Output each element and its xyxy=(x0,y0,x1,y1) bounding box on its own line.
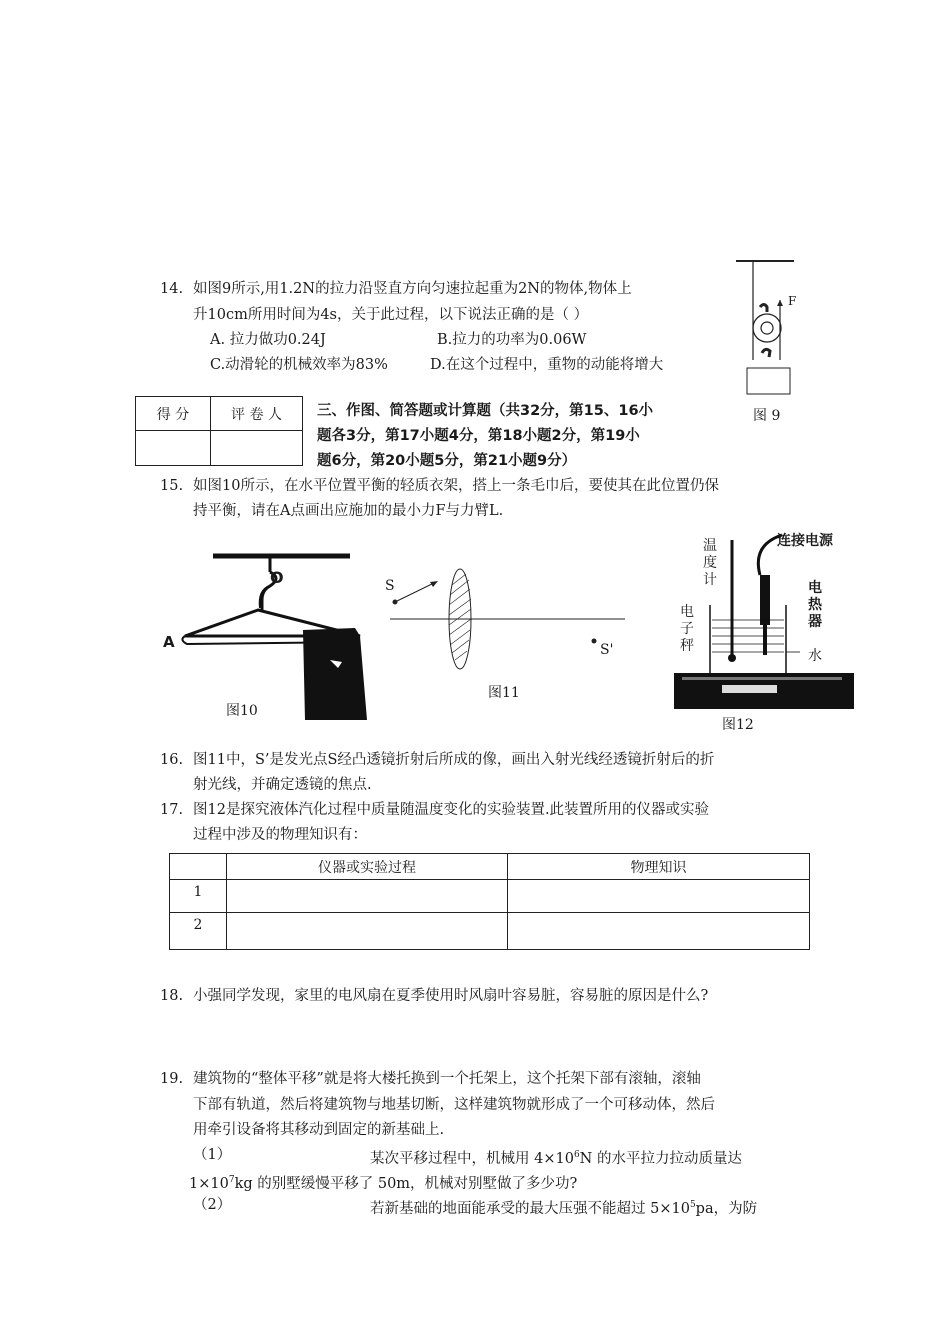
table-cell-answer[interactable] xyxy=(227,913,508,950)
q14-option-b: B.拉力的功率为0.06W xyxy=(437,332,587,348)
fig11-caption: 图11 xyxy=(488,685,520,701)
q19-line1: 建筑物的“整体平移”就是将大楼托换到一个托架上，这个托架下部有滚轴，滚轴 xyxy=(193,1071,701,1087)
q16-number: 16. xyxy=(160,752,184,768)
q14-line1: 如图9所示,用1.2N的拉力沿竖直方向匀速拉起重为2N的物体,物体上 xyxy=(193,281,632,297)
table-header-cell xyxy=(170,854,227,880)
q19-part1-line1: 某次平移过程中，机械用 $4\times 10^6N$ 的水平拉力拉动质量达 xyxy=(370,1150,742,1167)
fig12-label-water: 水 xyxy=(808,648,822,664)
table-cell-answer[interactable] xyxy=(508,913,810,950)
fig10-caption: 图10 xyxy=(226,703,258,719)
table-header-cell: 仪器或实验过程 xyxy=(227,854,508,880)
fig12-label-thermometer: 温度计 xyxy=(703,538,717,588)
q17-line2: 过程中涉及的物理知识有： xyxy=(193,827,367,843)
fig11-label-s-prime: S' xyxy=(600,642,614,658)
q15-line2: 持平衡，请在A点画出应施加的最小力F与力臂L. xyxy=(193,503,504,519)
section3-heading-line3: 题6分，第20小题5分，第21小题9分） xyxy=(317,453,577,469)
fig12-label-heater: 电热器 xyxy=(808,580,822,630)
fig11-label-s: S xyxy=(385,578,395,594)
q19-part2-line1: 若新基础的地面能承受的最大压强不能超过 $5\times 10^5pa$，为防 xyxy=(370,1200,758,1217)
table-cell-answer[interactable] xyxy=(508,880,810,913)
section3-heading-line1: 三、作图、简答题或计算题（共32分，第15、16小 xyxy=(317,403,654,419)
fig9-caption: 图 9 xyxy=(753,408,781,424)
q16-line2: 射光线，并确定透镜的焦点. xyxy=(193,777,372,793)
fig10-label-o: O xyxy=(270,568,284,587)
q14-option-c: C.动滑轮的机械效率为83% xyxy=(210,357,388,373)
score-cell[interactable] xyxy=(136,431,211,466)
grader-cell[interactable] xyxy=(211,431,303,466)
q14-option-d: D.在这个过程中，重物的动能将增大 xyxy=(430,357,664,373)
table-cell-answer[interactable] xyxy=(227,880,508,913)
q14-line2: 升10cm所用时间为4s，关于此过程，以下说法正确的是（ ） xyxy=(193,307,589,323)
section3-heading-line2: 题各3分，第17小题4分，第18小题2分，第19小 xyxy=(317,428,640,444)
q19-line3: 用牵引设备将其移动到固定的新基础上. xyxy=(193,1122,445,1138)
q17-answer-table xyxy=(169,853,810,950)
q18-text: 小强同学发现，家里的电风扇在夏季使用时风扇叶容易脏，容易脏的原因是什么? xyxy=(193,988,709,1004)
fig12-caption: 图12 xyxy=(722,717,754,733)
fig12-label-power: 连接电源 xyxy=(777,533,833,549)
q19-part2-number: （2） xyxy=(193,1197,232,1213)
table-cell-index: 2 xyxy=(170,913,227,950)
q15-line1: 如图10所示，在水平位置平衡的轻质衣架，搭上一条毛巾后，要使其在此位置仍保 xyxy=(193,478,719,494)
q17-number: 17. xyxy=(160,802,184,818)
q15-number: 15. xyxy=(160,478,184,494)
table-header-row xyxy=(170,854,810,880)
q14-number: 14. xyxy=(160,281,184,297)
q18-number: 18. xyxy=(160,988,184,1004)
fig10-label-a: A xyxy=(163,633,175,651)
q16-line1: 图11中，S’是发光点S经凸透镜折射后所成的像，画出入射光线经透镜折射后的折 xyxy=(193,752,715,768)
table-row xyxy=(170,913,810,950)
q19-number: 19. xyxy=(160,1071,184,1087)
fig9-force-label: F xyxy=(788,294,797,308)
q14-option-a: A. 拉力做功0.24J xyxy=(210,332,326,348)
q19-part1-number: （1） xyxy=(193,1147,232,1163)
table-header-cell: 物理知识 xyxy=(508,854,810,880)
fig9-pulley-diagram xyxy=(730,255,810,400)
score-header: 得 分 xyxy=(136,397,211,431)
q19-part1-line2: $1\times 10^7kg$ 的别墅缓慢平移了 50m，机械对别墅做了多少功? xyxy=(189,1175,578,1192)
table-cell-index: 1 xyxy=(170,880,227,913)
q17-line1: 图12是探究液体汽化过程中质量随温度变化的实验装置.此装置所用的仪器或实验 xyxy=(193,802,710,818)
table-row xyxy=(170,880,810,913)
fig12-apparatus-diagram xyxy=(672,525,872,715)
score-box xyxy=(135,396,303,466)
q19-line2: 下部有轨道，然后将建筑物与地基切断，这样建筑物就形成了一个可移动体，然后 xyxy=(193,1097,715,1113)
grader-header: 评 卷 人 xyxy=(211,397,303,431)
fig12-label-scale: 电子秤 xyxy=(680,604,694,654)
